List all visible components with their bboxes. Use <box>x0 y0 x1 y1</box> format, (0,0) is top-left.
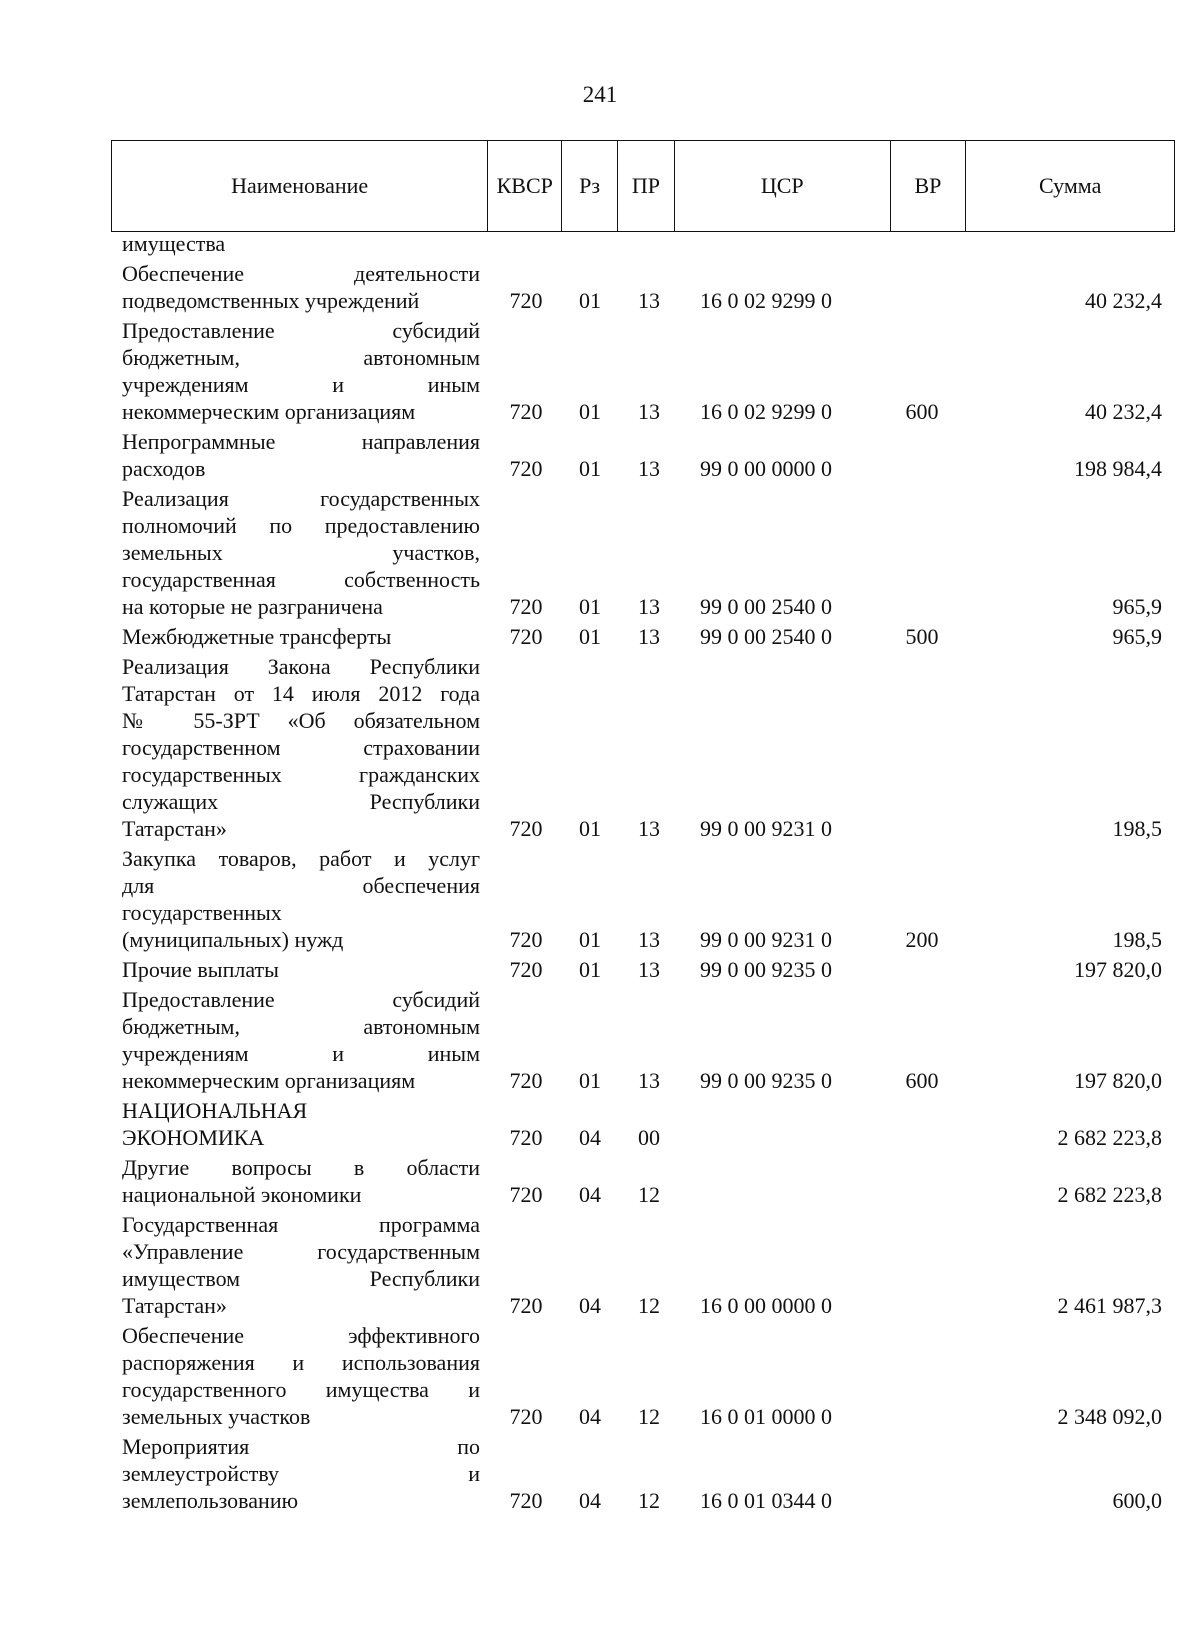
row-values <box>0 1487 1200 1514</box>
cell-csr: 16 0 00 0000 0 <box>700 1293 832 1318</box>
row-name-line: (муниципальных) нужд <box>122 927 344 952</box>
row-values <box>0 398 1200 425</box>
cell-pr: 00 <box>638 1125 660 1150</box>
cell-kvsr: 720 <box>509 1068 543 1093</box>
row-values <box>0 926 1200 953</box>
row-values <box>0 1403 1200 1430</box>
cell-csr: 99 0 00 9231 0 <box>700 816 832 841</box>
cell-sum: 197 820,0 <box>1074 1068 1162 1093</box>
row-name-line: Реализация государственных <box>122 486 480 511</box>
row-name-line: Обеспечение эффективного <box>122 1323 480 1348</box>
row-values <box>0 1067 1200 1094</box>
cell-pr: 13 <box>638 1068 660 1093</box>
cell-pr: 13 <box>638 456 660 481</box>
cell-kvsr: 720 <box>509 1404 543 1429</box>
cell-sum: 965,9 <box>1112 594 1162 619</box>
row-name-line: служащих Республики <box>122 789 480 814</box>
cell-kvsr: 720 <box>509 1293 543 1318</box>
row-name-line: государственных гражданских <box>122 762 480 787</box>
row-name-line: земельных участков, <box>122 540 480 565</box>
row-values <box>0 1292 1200 1319</box>
row-name-line: земельных участков <box>122 1404 311 1429</box>
row-name-line: полномочий по предоставлению <box>122 513 480 538</box>
row-name-line: Реализация Закона Республики <box>122 654 480 679</box>
row-name-line: землепользованию <box>122 1488 299 1513</box>
table-row <box>0 1322 1200 1430</box>
row-name-line: государственном страховании <box>122 735 480 760</box>
row-name <box>122 653 480 842</box>
row-values <box>0 1181 1200 1208</box>
cell-kvsr: 720 <box>509 1488 543 1513</box>
row-name-line: Мероприятия по <box>122 1434 480 1459</box>
cell-kvsr: 720 <box>509 927 543 952</box>
row-name-line: землеустройству и <box>122 1461 480 1486</box>
row-name-line: Предоставление субсидий <box>122 987 480 1012</box>
cell-rz: 04 <box>579 1182 601 1207</box>
cell-csr: 16 0 01 0344 0 <box>700 1488 832 1513</box>
row-name-line: бюджетным, автономным <box>122 1014 480 1039</box>
cell-csr: 99 0 00 2540 0 <box>700 594 832 619</box>
row-name-line: расходов <box>122 456 206 481</box>
cell-rz: 01 <box>579 816 601 841</box>
cell-sum: 600,0 <box>1112 1488 1162 1513</box>
row-name-line: НАЦИОНАЛЬНАЯ <box>122 1098 308 1123</box>
row-name-line: Закупка товаров, работ и услуг <box>122 846 480 871</box>
cell-sum: 2 461 987,3 <box>1057 1293 1162 1318</box>
cell-sum: 198 984,4 <box>1074 456 1162 481</box>
table-row <box>0 956 1200 983</box>
page-number: 241 <box>582 82 618 107</box>
cell-rz: 04 <box>579 1125 601 1150</box>
row-name-line: ЭКОНОМИКА <box>122 1125 265 1150</box>
row-name-line: подведомственных учреждений <box>122 288 420 313</box>
table-row <box>0 317 1200 425</box>
row-name-line: бюджетным, автономным <box>122 345 480 370</box>
cell-csr: 99 0 00 9231 0 <box>700 927 832 952</box>
header-sum: Сумма <box>1039 173 1102 198</box>
row-name-line: государственных <box>122 900 282 925</box>
cell-rz: 01 <box>579 624 601 649</box>
cell-kvsr: 720 <box>509 399 543 424</box>
cell-rz: 01 <box>579 957 601 982</box>
row-name-line: некоммерческим организациям <box>122 399 416 424</box>
cell-rz: 01 <box>579 594 601 619</box>
cell-vr: 600 <box>905 1068 939 1093</box>
cell-kvsr: 720 <box>509 624 543 649</box>
row-name-line: распоряжения и использования <box>122 1350 480 1375</box>
cell-rz: 04 <box>579 1293 601 1318</box>
cell-csr: 16 0 02 9299 0 <box>700 288 832 313</box>
cell-sum: 965,9 <box>1112 624 1162 649</box>
cell-kvsr: 720 <box>509 816 543 841</box>
row-name-line: Другие вопросы в области <box>122 1155 480 1180</box>
cell-vr: 600 <box>905 399 939 424</box>
row-name-line: учреждениям и иным <box>122 372 480 397</box>
cell-rz: 01 <box>579 399 601 424</box>
cell-rz: 04 <box>579 1488 601 1513</box>
row-name-line: «Управление государственным <box>122 1239 480 1264</box>
row-values <box>0 287 1200 314</box>
table-row <box>0 1433 1200 1514</box>
cell-pr: 12 <box>638 1404 660 1429</box>
cell-csr: 99 0 00 9235 0 <box>700 1068 832 1093</box>
cell-csr: 99 0 00 2540 0 <box>700 624 832 649</box>
table-row <box>0 845 1200 953</box>
table-row <box>0 260 1200 314</box>
cell-kvsr: 720 <box>509 1125 543 1150</box>
cell-sum: 198,5 <box>1112 927 1162 952</box>
cell-vr: 500 <box>905 624 939 649</box>
cell-rz: 01 <box>579 456 601 481</box>
cell-pr: 12 <box>638 1293 660 1318</box>
cell-sum: 198,5 <box>1112 816 1162 841</box>
row-values <box>0 623 1200 650</box>
row-values <box>0 815 1200 842</box>
row-values <box>0 956 1200 983</box>
cell-pr: 13 <box>638 927 660 952</box>
table-row <box>0 986 1200 1094</box>
cell-pr: 13 <box>638 288 660 313</box>
cell-vr: 200 <box>905 927 939 952</box>
cell-kvsr: 720 <box>509 288 543 313</box>
row-values <box>0 230 1200 257</box>
cell-pr: 13 <box>638 957 660 982</box>
row-name-line: Татарстан» <box>122 816 227 841</box>
cell-kvsr: 720 <box>509 594 543 619</box>
row-name-line: Межбюджетные трансферты <box>122 624 392 649</box>
cell-sum: 2 682 223,8 <box>1057 1182 1162 1207</box>
header-name: Наименование <box>112 141 488 231</box>
cell-sum: 2 682 223,8 <box>1057 1125 1162 1150</box>
row-name-line: государственная собственность <box>122 567 480 592</box>
row-name-line: Прочие выплаты <box>122 957 279 982</box>
cell-sum: 197 820,0 <box>1074 957 1162 982</box>
table-row <box>0 1211 1200 1319</box>
table-row <box>0 230 1200 257</box>
row-name-line: национальной экономики <box>122 1182 362 1207</box>
cell-pr: 13 <box>638 594 660 619</box>
row-name-line: государственного имущества и <box>122 1377 480 1402</box>
row-name-line: Обеспечение деятельности <box>122 261 480 286</box>
cell-sum: 2 348 092,0 <box>1057 1404 1162 1429</box>
header-kvsr: КВСР <box>488 141 562 231</box>
header-pr: ПР <box>618 141 675 231</box>
table-body <box>0 230 1200 1514</box>
row-values <box>0 593 1200 620</box>
table-row <box>0 485 1200 620</box>
row-values <box>0 1124 1200 1151</box>
row-name-line: Государственная программа <box>122 1212 480 1237</box>
row-name-line: Непрограммные направления <box>122 429 480 454</box>
row-name-line: некоммерческим организациям <box>122 1068 416 1093</box>
row-name-line: Предоставление субсидий <box>122 318 480 343</box>
header-vr: ВР <box>891 141 967 231</box>
table-row <box>0 428 1200 482</box>
cell-kvsr: 720 <box>509 1182 543 1207</box>
row-name-line: имуществом Республики <box>122 1266 480 1291</box>
row-name-line: имущества <box>122 231 226 256</box>
cell-rz: 01 <box>579 927 601 952</box>
cell-sum: 40 232,4 <box>1085 399 1162 424</box>
header-rz: Рз <box>562 141 618 231</box>
row-name-line: на которые не разграничена <box>122 594 383 619</box>
row-name-line: Татарстан от 14 июля 2012 года <box>122 681 480 706</box>
cell-rz: 01 <box>579 1068 601 1093</box>
row-name-line: № 55-ЗРТ «Об обязательном <box>122 708 480 733</box>
cell-csr: 16 0 01 0000 0 <box>700 1404 832 1429</box>
cell-rz: 01 <box>579 288 601 313</box>
cell-pr: 13 <box>638 399 660 424</box>
cell-rz: 04 <box>579 1404 601 1429</box>
table-row <box>0 623 1200 650</box>
row-name-line: Татарстан» <box>122 1293 227 1318</box>
row-name-line: для обеспечения <box>122 873 480 898</box>
cell-kvsr: 720 <box>509 456 543 481</box>
cell-sum: 40 232,4 <box>1085 288 1162 313</box>
table-row <box>0 1097 1200 1151</box>
table-row <box>0 653 1200 842</box>
table-header <box>111 140 1175 232</box>
cell-csr: 99 0 00 0000 0 <box>700 456 832 481</box>
cell-csr: 16 0 02 9299 0 <box>700 399 832 424</box>
cell-pr: 13 <box>638 624 660 649</box>
cell-pr: 12 <box>638 1182 660 1207</box>
table-row <box>0 1154 1200 1208</box>
row-values <box>0 455 1200 482</box>
cell-pr: 13 <box>638 816 660 841</box>
cell-csr: 99 0 00 9235 0 <box>700 957 832 982</box>
cell-kvsr: 720 <box>509 957 543 982</box>
cell-pr: 12 <box>638 1488 660 1513</box>
row-name-line: учреждениям и иным <box>122 1041 480 1066</box>
header-csr: ЦСР <box>675 141 891 231</box>
